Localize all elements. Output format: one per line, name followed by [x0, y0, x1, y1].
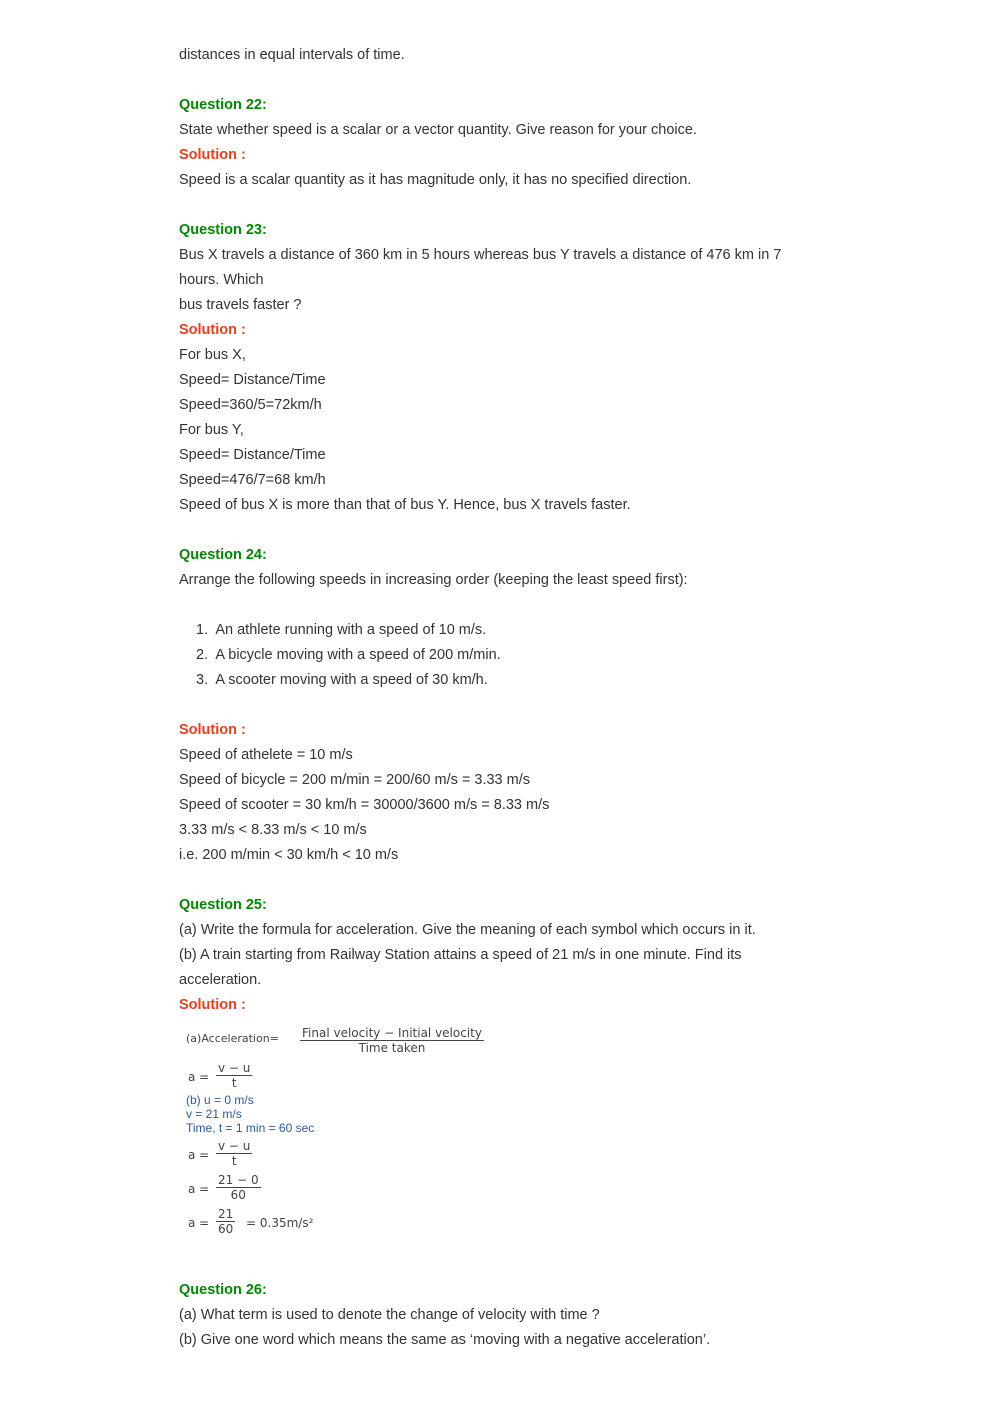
numerator: 21	[218, 1207, 234, 1221]
list-item: 3. A scooter moving with a speed of 30 km/h.	[196, 672, 488, 688]
solution-heading: Solution :	[179, 322, 246, 338]
question-text: (a) What term is used to denote the change of velocity with time ?	[179, 1307, 600, 1323]
solution-line: Speed of bicycle = 200 m/min = 200/60 m/s = 3.33 m/s	[179, 772, 531, 788]
formula-text: a =	[188, 1182, 210, 1196]
numerator: Final velocity − Initial velocity	[302, 1026, 482, 1040]
question-text: (a) Write the formula for acceleration. Give the meaning of each symbol which occurs in it.	[179, 922, 756, 938]
paragraph: distances in equal intervals of time.	[179, 47, 405, 63]
solution-line: Speed= Distance/Time	[179, 447, 326, 463]
formula-text: Time, t = 1 min = 60 sec	[186, 1121, 315, 1135]
formula-label: (a)Acceleration=	[186, 1032, 279, 1045]
denominator: t	[231, 1154, 237, 1168]
solution-line: For bus Y,	[179, 422, 244, 438]
denominator: Time taken	[358, 1041, 426, 1055]
solution-line: Speed of scooter = 30 km/h = 30000/3600 m/s = 8.33 m/s	[179, 797, 550, 813]
list-item: 2. A bicycle moving with a speed of 200 m/min.	[196, 647, 501, 663]
question-text: Bus X travels a distance of 360 km in 5 hours whereas bus Y travels a distance of 476 km in 7	[179, 247, 782, 263]
question-heading: Question 23:	[179, 222, 267, 238]
solution-heading: Solution :	[179, 722, 246, 738]
fraction	[300, 1026, 484, 1055]
solution-heading: Solution :	[179, 997, 246, 1013]
question-heading: Question 26:	[179, 1282, 267, 1298]
solution-line: Speed=476/7=68 km/h	[179, 472, 326, 488]
question-heading: Question 25:	[179, 897, 267, 913]
solution-line: 3.33 m/s < 8.33 m/s < 10 m/s	[179, 822, 367, 838]
solution-line: Speed of athelete = 10 m/s	[179, 747, 353, 763]
question-heading: Question 24:	[179, 547, 267, 563]
solution-line: Speed=360/5=72km/h	[179, 397, 322, 413]
formula-text: a =	[188, 1070, 210, 1084]
formula-text: a =	[188, 1148, 210, 1162]
fraction	[216, 1207, 235, 1236]
numerator: 21 − 0	[218, 1173, 259, 1187]
question-text: bus travels faster ?	[179, 297, 302, 313]
formula-text: v = 21 m/s	[186, 1107, 242, 1121]
question-text: hours. Which	[179, 272, 264, 288]
solution-line: i.e. 200 m/min < 30 km/h < 10 m/s	[179, 847, 399, 863]
fraction	[216, 1061, 252, 1090]
solution-line: Speed= Distance/Time	[179, 372, 326, 388]
formula-text: (b) u = 0 m/s	[186, 1093, 254, 1107]
formula-text: a =	[188, 1216, 210, 1230]
denominator: 60	[230, 1188, 246, 1202]
question-text: (b) Give one word which means the same as ‘moving with a negative acceleration’.	[179, 1332, 711, 1348]
list-item: 1. An athlete running with a speed of 10 m/s.	[196, 622, 487, 638]
solution-text: Speed is a scalar quantity as it has magnitude only, it has no specified direction.	[179, 172, 692, 188]
question-heading: Question 22:	[179, 97, 267, 113]
question-text: Arrange the following speeds in increasing order (keeping the least speed first):	[179, 572, 688, 588]
fraction	[216, 1139, 252, 1168]
numerator: v − u	[218, 1061, 251, 1075]
denominator: 60	[218, 1222, 234, 1236]
solution-line: Speed of bus X is more than that of bus Y. Hence, bus X travels faster.	[179, 497, 631, 513]
denominator: t	[231, 1076, 237, 1090]
solution-heading: Solution :	[179, 147, 246, 163]
formula-result: = 0.35m/s²	[246, 1216, 314, 1230]
numerator: v − u	[218, 1139, 251, 1153]
fraction	[216, 1173, 261, 1202]
question-text: (b) A train starting from Railway Station attains a speed of 21 m/s in one minute. Find its	[179, 947, 742, 963]
question-text: acceleration.	[179, 972, 262, 988]
solution-line: For bus X,	[179, 347, 246, 363]
question-text: State whether speed is a scalar or a vector quantity. Give reason for your choice.	[179, 122, 697, 138]
